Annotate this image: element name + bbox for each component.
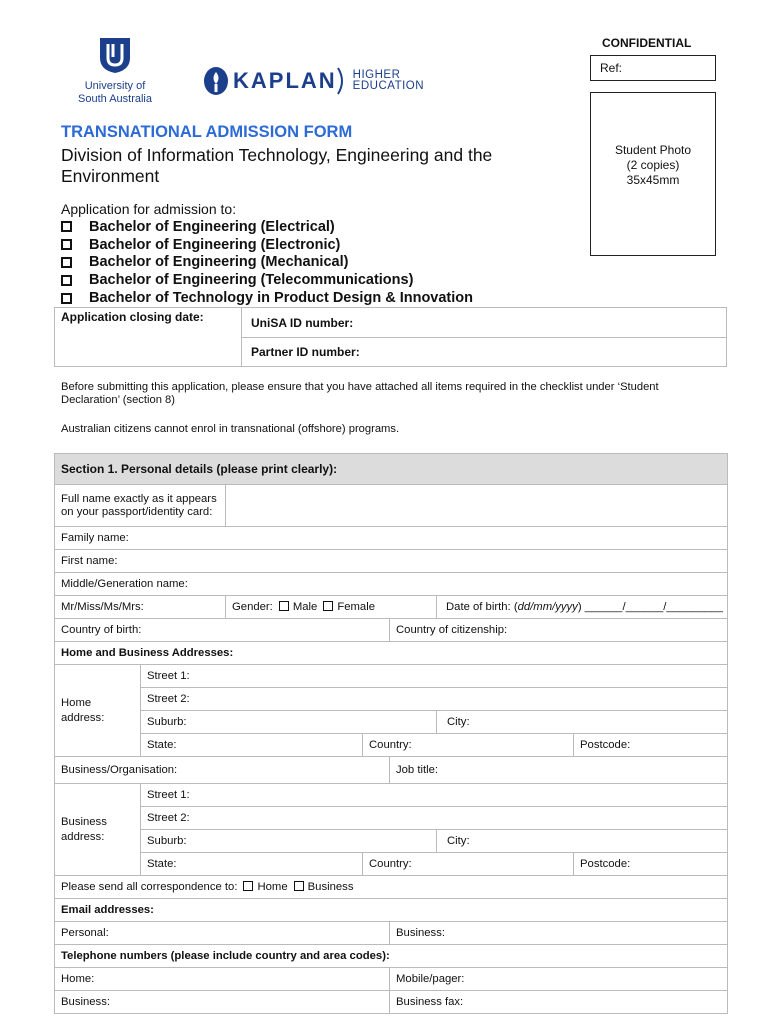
program-option[interactable]: Bachelor of Engineering (Electrical) (61, 218, 473, 236)
mobile-field[interactable]: Mobile/pager: (390, 968, 728, 991)
home-phone-field[interactable]: Home: (55, 968, 390, 991)
form-title: TRANSNATIONAL ADMISSION FORM (61, 123, 353, 141)
kaplan-word: KAPLAN (233, 68, 337, 93)
female-checkbox[interactable] (323, 601, 333, 611)
closing-date-cell[interactable]: Application closing date: (55, 308, 242, 367)
checkbox[interactable] (61, 221, 72, 232)
kaplan-sub1: HIGHER (352, 69, 401, 81)
business-fax-field[interactable]: Business fax: (390, 991, 728, 1014)
business-street2-field[interactable]: Street 2: (141, 807, 728, 830)
dob-field[interactable]: Date of birth: (dd/mm/yyyy) ______/______/_________ (437, 596, 728, 619)
correspondence-home-checkbox[interactable] (243, 881, 253, 891)
section1-heading: Section 1. Personal details (please print clearly): (55, 454, 728, 485)
business-city-field[interactable]: City: (437, 830, 728, 853)
application-label: Application for admission to: (61, 201, 237, 217)
kaplan-torch-icon (203, 66, 229, 96)
business-state-field[interactable]: State: (141, 853, 363, 876)
gender-field: Gender: Male Female (226, 596, 437, 619)
home-state-field[interactable]: State: (141, 734, 363, 757)
personal-email-field[interactable]: Personal: (55, 922, 390, 945)
home-suburb-field[interactable]: Suburb: (141, 711, 437, 734)
kaplan-sub2: EDUCATION (352, 80, 425, 92)
program-option[interactable]: Bachelor of Engineering (Electronic) (61, 236, 473, 254)
unisa-id-cell[interactable]: UniSA ID number: (242, 308, 727, 338)
home-street1-field[interactable]: Street 1: (141, 665, 728, 688)
student-photo-box (590, 92, 716, 256)
title-field[interactable]: Mr/Miss/Ms/Mrs: (55, 596, 226, 619)
correspondence-business-checkbox[interactable] (294, 881, 304, 891)
photo-line1: Student Photo (614, 143, 692, 157)
job-title-field[interactable]: Job title: (390, 757, 728, 784)
photo-line2: (2 copies) (626, 158, 680, 172)
partner-id-cell[interactable]: Partner ID number: (242, 338, 727, 367)
home-street2-field[interactable]: Street 2: (141, 688, 728, 711)
unisa-logo (70, 36, 160, 106)
first-name-field[interactable]: First name: (55, 550, 728, 573)
business-country-field[interactable]: Country: (363, 853, 574, 876)
checkbox[interactable] (61, 239, 72, 250)
country-birth-field[interactable]: Country of birth: (55, 619, 390, 642)
division-name: Division of Information Technology, Engineering and the Environment (61, 145, 493, 186)
unisa-line1: University of (84, 80, 146, 92)
business-street1-field[interactable]: Street 1: (141, 784, 728, 807)
citizens-note: Australian citizens cannot enrol in transnational (offshore) programs. (61, 423, 400, 435)
phone-heading: Telephone numbers (please include country and area codes): (55, 945, 728, 968)
unisa-shield-icon (98, 36, 132, 74)
home-country-field[interactable]: Country: (363, 734, 574, 757)
ref-label: Ref: (600, 61, 623, 75)
business-address-label: Business address: (55, 784, 141, 876)
checkbox[interactable] (61, 275, 72, 286)
checklist-note: Before submitting this application, please ensure that you have attached all items required in the checklist under ‘Student Declaration’ (section 8) (61, 381, 659, 406)
program-option[interactable]: Bachelor of Engineering (Telecommunications) (61, 271, 473, 289)
correspondence-field: Please send all correspondence to: Home Business (55, 876, 728, 899)
unisa-line2: South Australia (78, 93, 152, 105)
program-option[interactable]: Bachelor of Technology in Product Design & Innovation (61, 289, 473, 307)
photo-line3: 35x45mm (626, 173, 680, 187)
male-checkbox[interactable] (279, 601, 289, 611)
ref-field[interactable] (590, 55, 716, 81)
business-email-field[interactable]: Business: (390, 922, 728, 945)
business-postcode-field[interactable]: Postcode: (574, 853, 728, 876)
addresses-heading: Home and Business Addresses: (55, 642, 728, 665)
closing-table (54, 307, 727, 367)
checkbox[interactable] (61, 257, 72, 268)
middle-name-field[interactable]: Middle/Generation name: (55, 573, 728, 596)
confidential-label: CONFIDENTIAL (602, 36, 692, 50)
kaplan-swoosh-icon (337, 66, 347, 96)
business-org-field[interactable]: Business/Organisation: (55, 757, 390, 784)
country-citizenship-field[interactable]: Country of citizenship: (390, 619, 728, 642)
home-city-field[interactable]: City: (437, 711, 728, 734)
program-list (61, 218, 473, 307)
email-heading: Email addresses: (55, 899, 728, 922)
business-phone-field[interactable]: Business: (55, 991, 390, 1014)
full-name-label: Full name exactly as it appears on your passport/identity card: (55, 485, 226, 527)
section1-table (54, 453, 728, 1014)
family-name-field[interactable]: Family name: (55, 527, 728, 550)
checkbox[interactable] (61, 293, 72, 304)
home-address-label: Home address: (55, 665, 141, 757)
business-suburb-field[interactable]: Suburb: (141, 830, 437, 853)
kaplan-logo (203, 66, 424, 96)
home-postcode-field[interactable]: Postcode: (574, 734, 728, 757)
program-option[interactable]: Bachelor of Engineering (Mechanical) (61, 254, 473, 272)
full-name-input[interactable] (226, 485, 728, 527)
